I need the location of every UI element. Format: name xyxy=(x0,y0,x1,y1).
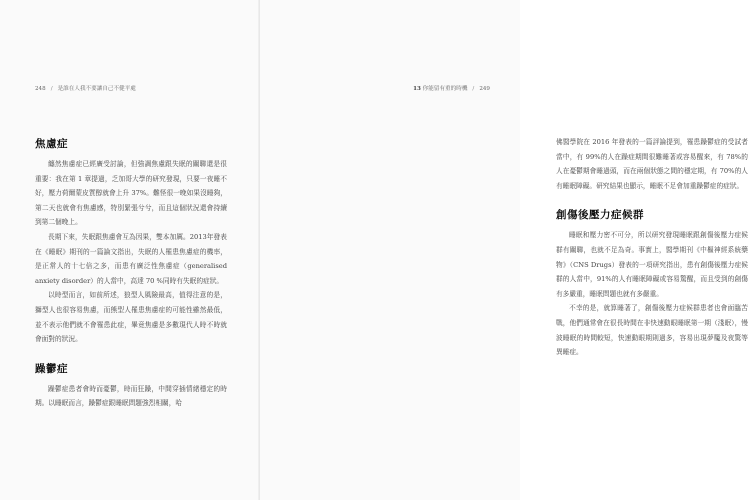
paragraph: 以時型而言，如前所述，狼型人風險最高，值得注意的是，獅型人也很容易焦慮，而熊型人罹患焦慮症的可能性雖然最低，並不表示他們就不會罹患此症，畢竟焦慮是多數現代人時不時就會面對的狀況。 xyxy=(35,291,227,344)
section-heading-ptsd: 創傷後壓力症候群 xyxy=(556,209,644,222)
left-running-head xyxy=(35,84,136,92)
left-book-title: 是誰在人我不要讓自己不健平處 xyxy=(57,86,136,92)
running-head-separator: / xyxy=(472,86,475,92)
left-text-column xyxy=(35,135,227,411)
running-head-separator: / xyxy=(50,86,53,92)
right-page-number: 249 xyxy=(479,86,490,92)
paragraph: 睡眠和壓力密不可分，所以研究發現睡眠跟創傷後壓力症候群有關聯，也就不足為奇。事實上，醫學期刊《中樞神經系統藥物》（CNS Drugs）發表的一項研究指出，患有創傷後壓力症候群的人當中，91%的人有睡眠障礙或容易驚醒，而且受到的創傷有多嚴重，睡眠問題也就有多嚴重。 xyxy=(556,231,748,298)
paragraph: 長期下來，失眠跟焦慮會互為因果，雙本加厲。2013年發表在《睡眠》期刊的一篇論文指出，失眠的人罹患焦慮症的機率，是正常人的十七倍之多，而患有廣泛性焦慮症（generalised anxiety disorder）的人當中，高達 70 %同時有失眠的症狀。 xyxy=(35,232,227,285)
chapter-number: 13 xyxy=(413,86,421,92)
left-page xyxy=(0,0,260,500)
paragraph: 躁鬱症患者會時而憂鬱，時而狂躁，中間穿插情緒穩定的時期。以睡眠而言，躁鬱症跟睡眠問題強烈相關，哈 xyxy=(35,384,227,408)
chapter-title: 你能留有重的時機 xyxy=(422,86,468,92)
section-heading-anxiety: 焦慮症 xyxy=(35,138,68,150)
right-page xyxy=(260,0,748,500)
right-running-head xyxy=(413,84,490,92)
paragraph: 佛醫學院在 2016 年發表的一篇評論提到，罹患躁鬱症的受試者當中，有 99%的人在躁症期間很難睡著或容易醒來，有 78%的人在憂鬱期會睡過頭，而在兩個狀態之間的穩定期，有 70%的人有睡眠障礙。研究結果也顯示，睡眠不足會加重躁鬱症的症狀。 xyxy=(556,138,748,190)
paragraph: 不幸的是，就算睡著了，創傷後壓力症候群患者也會面臨苦戰，他們通常會在很長時間在非快速動眼睡眠第一期（淺眠），慢波睡眠的時間較短，快速動眼期則過多，容易出現夢魘及夜驚等異睡症。 xyxy=(556,304,748,357)
section-heading-bipolar: 躁鬱症 xyxy=(35,362,68,375)
paragraph: 纏然焦慮症已經廣受討論，但強調焦慮跟失眠的關聯還是很重要：我在第 1 章提過，乏加哥大學的研究發現，只要一夜睡不好，壓力荷爾蒙皮質醇就會上升 37%。難怪很一晚如果沒睡夠，第二天也就會有焦慮感，特別緊張兮兮，而且這個狀況還會持續到第二個晚上。 xyxy=(35,160,227,227)
right-text-column xyxy=(556,135,748,360)
left-page-number: 248 xyxy=(35,86,46,92)
